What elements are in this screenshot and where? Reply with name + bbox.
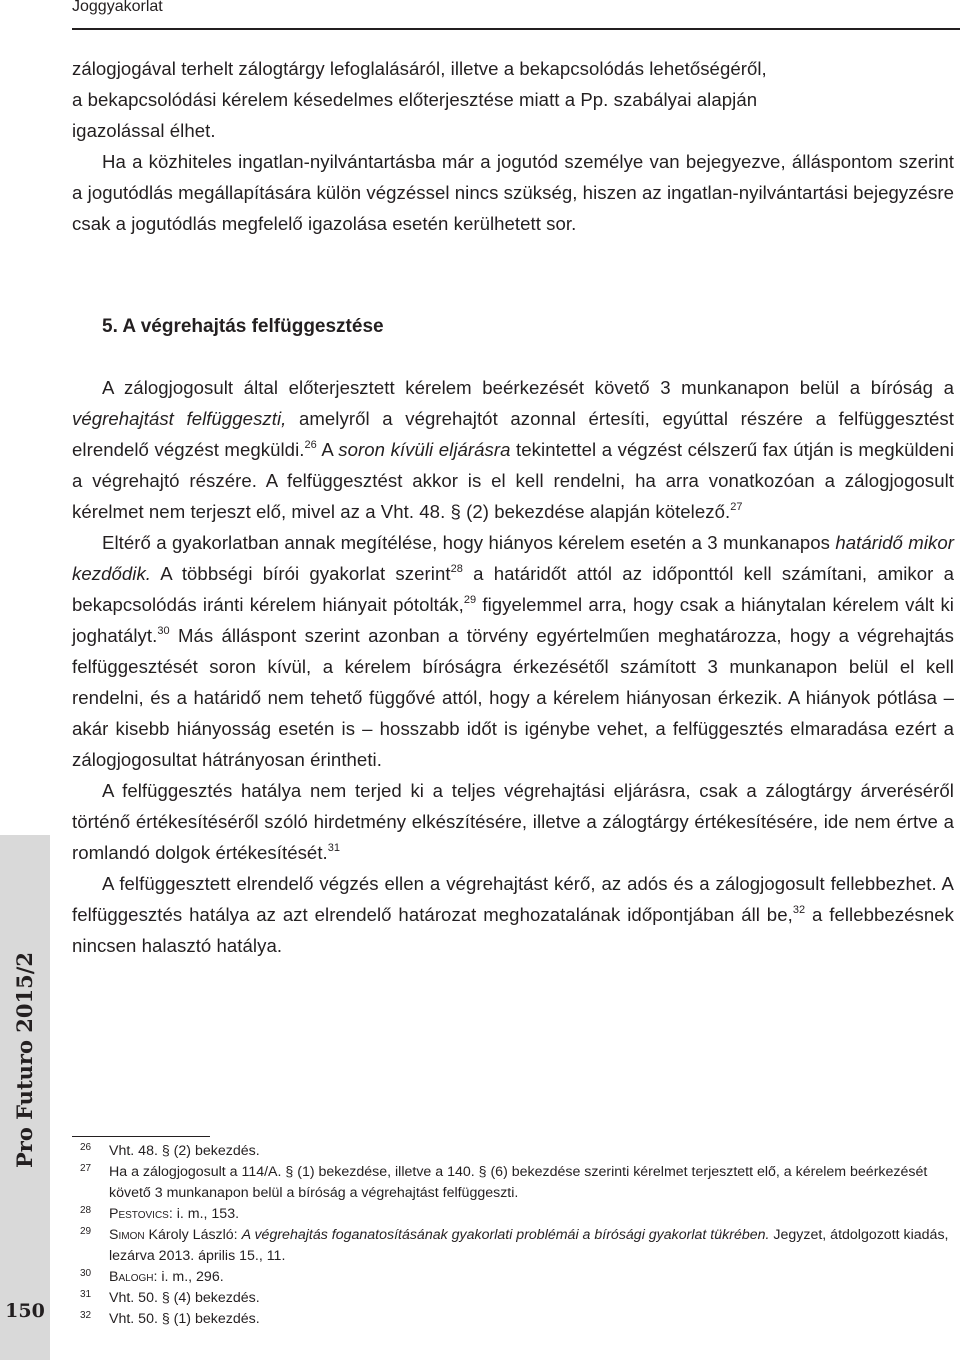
text: A felfüggesztett elrendelő végzés ellen a végrehajtást kérő, az adós és a zálogjogosult fellebbezhet. A felfüggesztés hatálya az azt elrendelő határozat meghozatalának időpontjában áll be, (72, 873, 954, 925)
continued-line: zálogjogával terhelt zálogtárgy lefoglalásáról, illetve a bekapcsolódás lehetőségéről, (72, 58, 767, 79)
footnote-title: A végrehajtás foganatosításának gyakorlati problémái a bírósági gyakorlat tükrében. (241, 1227, 770, 1243)
text: A (316, 439, 339, 460)
footnote-ref[interactable]: 32 (792, 903, 806, 916)
emphasis: soron kívüli eljárásra (338, 439, 511, 460)
paragraph: Ha a közhiteles ingatlan-nyilvántartásba már a jogutód személye van bejegyezve, álláspontom szerint a jogutódlás megállapítására külön végzéssel nincs szükség, hiszen az ingatlan-nyilvántartási bejegyzésre csak a jogutódlás megfelelő igazolása esetén kerülhetett sor. (72, 151, 954, 234)
footnote-author: Pestovics (109, 1206, 169, 1222)
footnote-number: 27 (80, 1163, 92, 1174)
footnote (72, 1288, 954, 1309)
footnote-ref[interactable]: 26 (304, 438, 317, 451)
text: figyelemmel arra, hogy csak a hiánytalan kérelem vált ki joghatályt. (72, 594, 954, 646)
continued-line: a bekapcsolódási kérelem késedelmes előterjesztése miatt a Pp. szabályai alapján (72, 89, 758, 110)
footnote-text: Jegyzet, átdolgozott kiadás, lezárva 2013. április 15., 11. (109, 1227, 949, 1264)
footnote (72, 1309, 954, 1330)
text: a határidőt attól az időponttól kell számítani, amikor a bekapcsolódás iránti kérelem hiányait pótolták, (72, 563, 955, 615)
text: amelyről a végrehajtót azonnal értesíti, egyúttal részére a felfüggesztést elrendelő végzést megküldi. (72, 408, 954, 460)
emphasis: végrehajtást felfüggeszti, (72, 408, 287, 429)
journal-title: Pro Futuro 2015/2 (12, 951, 37, 1169)
footnote-ref[interactable]: 31 (327, 841, 341, 854)
header-rule (72, 28, 960, 30)
continued-line: igazolással élhet. (72, 120, 216, 141)
footnote-number: 28 (80, 1205, 92, 1216)
footnote (72, 1162, 954, 1204)
footnote-text: : i. m., 296. (153, 1269, 224, 1285)
footnote-ref[interactable]: 28 (450, 562, 463, 575)
text: A többségi bírói gyakorlat szerint (151, 563, 451, 584)
footnote (72, 1204, 954, 1225)
footnote-number: 30 (80, 1268, 92, 1279)
section-heading: 5. A végrehajtás felfüggesztése (102, 316, 384, 337)
footnote-number: 32 (80, 1310, 92, 1321)
footnote-text: Vht. 50. § (1) bekezdés. (109, 1311, 260, 1327)
footnote-rule (72, 1136, 210, 1137)
text: a fellebbezésnek nincsen halasztó hatálya. (72, 904, 954, 956)
paragraph (72, 868, 954, 961)
footnote (72, 1141, 954, 1162)
footnote-ref[interactable]: 29 (463, 593, 477, 606)
footnote-number: 29 (80, 1226, 92, 1237)
footnote (72, 1225, 954, 1267)
text: Eltérő a gyakorlatban annak megítélése, hogy hiányos kérelem esetén a 3 munkanapos (102, 532, 836, 553)
footnote-text: Vht. 48. § (2) bekezdés. (109, 1143, 260, 1159)
footnote (72, 1267, 954, 1288)
text: Más álláspont szerint azonban a törvény egyértelműen meghatározza, hogy a végrehajtás felfüggesztését soron kívül, a kérelem bíróságra érkezésétől számított 3 munkanapon belül el kell rendelni, és a határidő nem tehető függővé attól, hogy a kérelem hiányosan érkezik. A hiányok pótlása – akár kisebb hiányosság esetén is – hosszabb időt is igénybe vehet, a felfüggesztés elmaradása ezért a zálogjogosultat hátrányosan érintheti. (72, 625, 954, 770)
footnote-text: Károly László: (144, 1227, 242, 1243)
paragraph (72, 775, 954, 868)
footnote-text: : i. m., 153. (168, 1206, 240, 1222)
footnote-number: 26 (80, 1142, 92, 1153)
section-body (72, 372, 954, 961)
section-label: Joggyakorlat (72, 0, 163, 15)
footnote-ref[interactable]: 30 (157, 624, 170, 637)
text: A felfüggesztés hatálya nem terjed ki a teljes végrehajtási eljárásra, csak a zálogtárgy árveréséről történő értékesítéséről szóló hirdetmény elkészítésére, illetve a zálogtárgy értékesítésére, ide nem értve a romlandó dolgok értékesítését. (72, 780, 954, 863)
footnote-number: 31 (80, 1289, 92, 1300)
footnotes (72, 1141, 954, 1330)
footnote-author: Simon (109, 1227, 145, 1243)
page-number: 150 (5, 1300, 45, 1322)
footnote-author: Balogh (109, 1269, 154, 1285)
paragraph (72, 527, 954, 775)
text: A zálogjogosult által előterjesztett kérelem beérkezését követő 3 munkanapon belül a bíróság a (102, 377, 954, 398)
footnote-text: Vht. 50. § (4) bekezdés. (109, 1290, 260, 1306)
footnote-ref[interactable]: 27 (730, 500, 743, 513)
text: tekintettel a végzést célszerű fax útján is megküldeni a végrehajtó részére. A felfüggesztést akkor is el kell rendelni, ha arra vonatkozóan a zálogjogosult kérelmet nem terjeszt elő, mivel az a Vht. 48. § (2) bekezdése alapján kötelező. (72, 439, 954, 522)
emphasis: határidő mikor kezdődik. (72, 532, 954, 584)
opening-text (72, 53, 954, 239)
footnote-text: Ha a zálogjogosult a 114/A. § (1) bekezdése, illetve a 140. § (6) bekezdése szerinti kérelmet terjesztett elő, a kérelem beérkezését követő 3 munkanapon belül a bíróság a végrehajtást felfüggeszti. (109, 1164, 928, 1201)
paragraph (72, 372, 954, 527)
